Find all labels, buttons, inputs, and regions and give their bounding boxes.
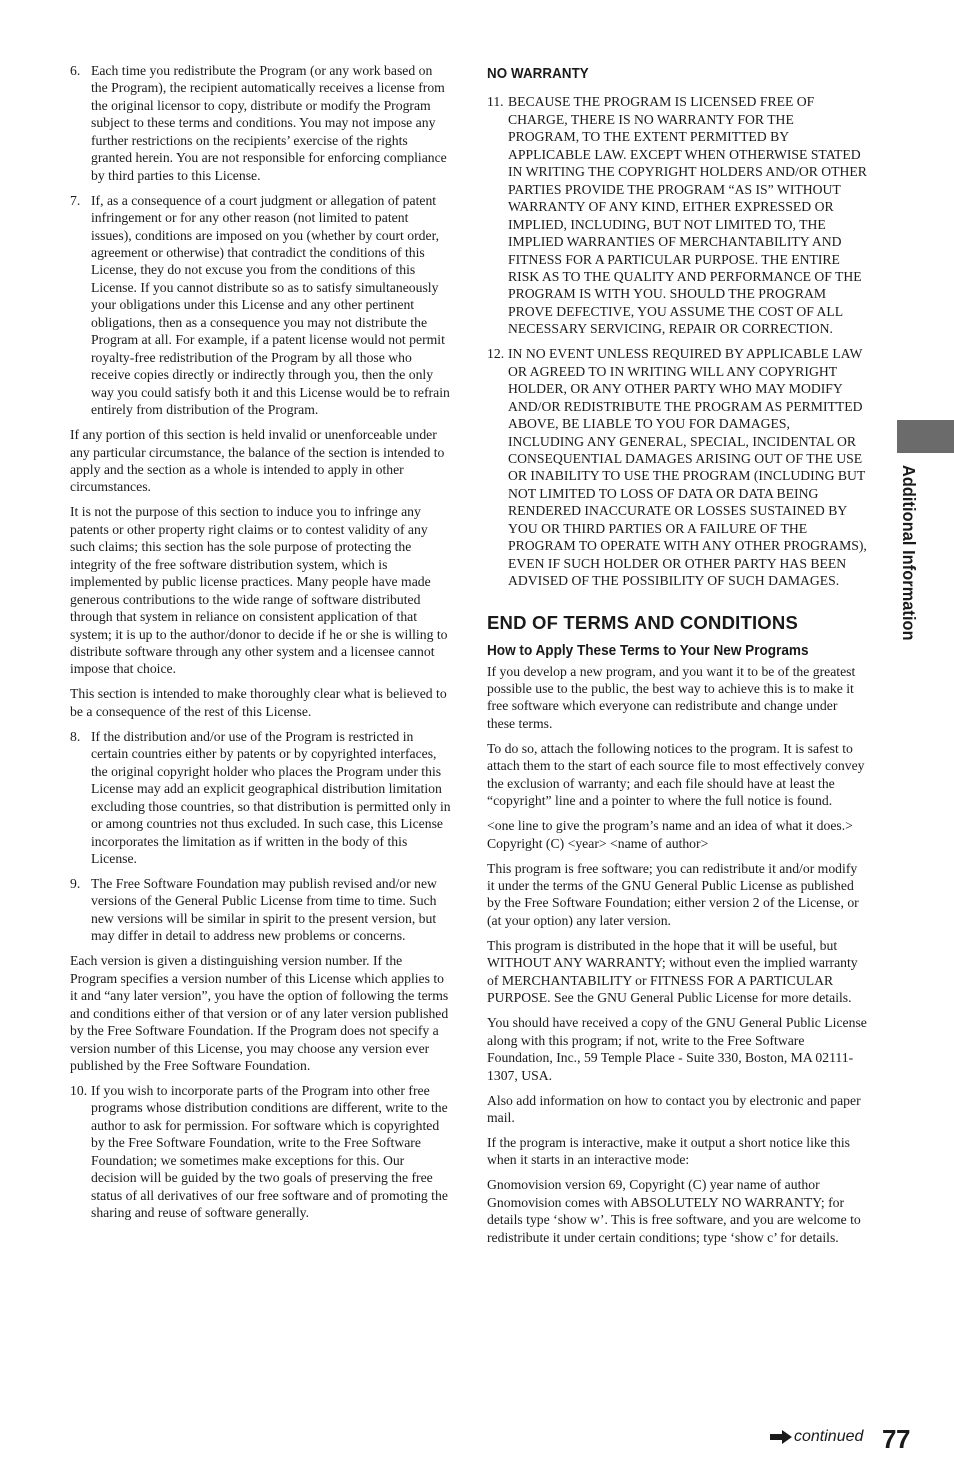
paragraph-oneline: <one line to give the program’s name and an idea of what it does.> bbox=[487, 818, 853, 834]
item-number: 7. bbox=[70, 192, 81, 208]
item-number: 6. bbox=[70, 63, 81, 78]
paragraph-distributed: This program is distributed in the hope that it will be useful, but WITHOUT ANY WARRANTY; without even the implied warranty of MERCHANTABILITY or FITNESS FOR A PARTICULAR PURPOSE. See the GNU General Public License for more details. bbox=[487, 937, 858, 1006]
paragraph-version: Each version is given a distinguishing version number. If the Program specifies a version number of this License which applies to it and “any later version”, you have the option of following the terms and conditions either of that version or of any later version published by the Free Software Foundation. If the Program does not specify a version number of this License, you may choose any version ever published by the Free Software Foundation. bbox=[70, 953, 449, 1073]
item-text: IN NO EVENT UNLESS REQUIRED BY APPLICABLE LAW OR AGREED TO IN WRITING WILL ANY COPYRIGHT HOLDER, OR ANY OTHER PARTY WHO MAY MODIFY AND/OR REDISTRIBUTE THE PROGRAM AS PERMITTED ABOVE, BE LIABLE TO YOU FOR DAMAGES, INCLUDING ANY GENERAL, SPECIAL, INCIDENTAL OR CONSEQUENTIAL DAMAGES ARISING OUT OF THE USE OR INABILITY TO USE THE PROGRAM (INCLUDING BUT NOT LIMITED TO LOSS OF DATA OR DATA BEING RENDERED INACCURATE OR LOSSES SUSTAINED BY YOU OR THIRD PARTIES OR A FAILURE OF THE PROGRAM TO OPERATE WITH ANY OTHER PROGRAMS), EVEN IF SUCH HOLDER OR OTHER PARTY HAS BEEN ADVISED OF THE POSSIBILITY OF SUCH DAMAGES. bbox=[508, 346, 867, 589]
section-tab-marker bbox=[897, 420, 954, 453]
list-item-10 bbox=[70, 1082, 451, 1222]
item-text: The Free Software Foundation may publish revised and/or new versions of the General Public License from time to time. Such new versions will be similar in spirit to the present version, but may differ in detail to address new problems or concerns. bbox=[91, 875, 437, 944]
list-item-9 bbox=[70, 875, 451, 945]
paragraph-interactive: If the program is interactive, make it output a short notice like this when it starts in an interactive mode: bbox=[487, 1134, 850, 1168]
item-number: 9. bbox=[70, 875, 81, 891]
list-item-8 bbox=[70, 728, 451, 868]
paragraph-gnomovision-2: Gnomovision comes with ABSOLUTELY NO WARRANTY; for details type ‘show w’. This is free software, and you are welcome to redistribute it under certain conditions; type ‘show c’ for details. bbox=[487, 1194, 861, 1245]
end-of-terms-heading: END OF TERMS AND CONDITIONS bbox=[487, 611, 798, 633]
page-number: 77 bbox=[882, 1424, 910, 1454]
list-item-7 bbox=[70, 192, 451, 419]
section-side-label-text: Additional Information bbox=[899, 465, 919, 641]
item-number: 10. bbox=[70, 1082, 88, 1098]
paragraph-gnomovision-1: Gnomovision version 69, Copyright (C) year name of author bbox=[487, 1177, 820, 1193]
item-text: Each time you redistribute the Program (or any work based on the Program), the recipient automatically receives a license from the original licensor to copy, distribute or modify the Program subject to these terms and conditions. You may not impose any further restrictions on the recipients’ exercise of the rights granted herein. You are not responsible for enforcing compliance by third parties to this License. bbox=[91, 63, 447, 183]
paragraph-clear: This section is intended to make thoroughly clear what is believed to be a consequence of the rest of this License. bbox=[70, 686, 447, 719]
continued-indicator bbox=[770, 1428, 863, 1446]
apply-terms-subheading: How to Apply These Terms to Your New Programs bbox=[487, 643, 809, 660]
paragraph-contact: Also add information on how to contact you by electronic and paper mail. bbox=[487, 1092, 861, 1125]
continued-label: continued bbox=[794, 1428, 864, 1445]
list-item-11 bbox=[487, 93, 867, 337]
item-number: 12. bbox=[487, 346, 505, 362]
right-column bbox=[487, 62, 867, 1254]
item-text: BECAUSE THE PROGRAM IS LICENSED FREE OF CHARGE, THERE IS NO WARRANTY FOR THE PROGRAM, TO THE EXTENT PERMITTED BY APPLICABLE LAW. EXCEPT WHEN OTHERWISE STATED IN WRITING THE COPYRIGHT HOLDERS AND/OR OTHER PARTIES PROVIDE THE PROGRAM “AS IS” WITHOUT WARRANTY OF ANY KIND, EITHER EXPRESSED OR IMPLIED, INCLUDING, BUT NOT LIMITED TO, THE IMPLIED WARRANTIES OF MERCHANTABILITY AND FITNESS FOR A PARTICULAR PURPOSE. THE ENTIRE RISK AS TO THE QUALITY AND PERFORMANCE OF THE PROGRAM IS WITH YOU. SHOULD THE PROGRAM PROVE DEFECTIVE, YOU ASSUME THE COST OF ALL NECESSARY SERVICING, REPAIR OR CORRECTION. bbox=[508, 94, 867, 337]
paragraph-develop: If you develop a new program, and you want it to be of the greatest possible use to the public, the best way to achieve this is to make it free software which everyone can redistribute and change under these terms. bbox=[487, 663, 856, 731]
paragraph-copyright: Copyright (C) <year> <name of author> bbox=[487, 835, 709, 851]
item-number: 11. bbox=[487, 94, 504, 110]
item-number: 8. bbox=[70, 728, 81, 744]
left-column bbox=[70, 62, 451, 1229]
paragraph-todo: To do so, attach the following notices to the program. It is safest to attach them to the start of each source file to most effectively convey the exclusion of warranty; and each file should have at least the “copyright” line and a pointer to where the full notice is found. bbox=[487, 740, 865, 809]
paragraph-free-software: This program is free software; you can redistribute it and/or modify it under the terms of the GNU General Public License as published by the Free Software Foundation; either version 2 of the License, or (at your option) any later version. bbox=[487, 860, 859, 928]
no-warranty-heading: NO WARRANTY bbox=[487, 66, 589, 82]
item-text: If the distribution and/or use of the Program is restricted in certain countries either by patents or by copyrighted interfaces, the original copyright holder who places the Program under this License may add an explicit geographical distribution limitation excluding those countries, so that distribution is permitted only in or among countries not thus excluded. In such case, this License incorporates the limitation as if written in the body of this License. bbox=[91, 728, 451, 866]
right-arrow-icon bbox=[770, 1430, 792, 1444]
section-side-label bbox=[898, 465, 928, 655]
list-item-12 bbox=[487, 345, 867, 589]
item-text: If, as a consequence of a court judgment or allegation of patent infringement or for any other reason (not limited to patent issues), conditions are imposed on you (whether by court order, agreement or otherwise) that contradict the conditions of this License, they do not excuse you from the conditions of this License. If you cannot distribute so as to satisfy simultaneously your obligations under this License and any other pertinent obligations, then as a consequence you may not distribute the Program at all. For example, if a patent license would not permit royalty-free redistribution of the Program by all those who receive copies directly or indirectly through you, then the only way you could satisfy both it and this License would be to refrain entirely from distribution of the Program. bbox=[91, 192, 450, 418]
paragraph-purpose: It is not the purpose of this section to induce you to infringe any patents or other property right claims or to contest validity of any such claims; this section has the sole purpose of protecting the integrity of the free software distribution system, which is implemented by public license practices. Many people have made generous contributions to the wide range of software distributed through that system in reliance on consistent application of that system; it is up to the author/donor to decide if he or she is willing to distribute software through any other system and a licensee cannot impose that choice. bbox=[70, 504, 448, 677]
item-text: If you wish to incorporate parts of the Program into other free programs whose distribution conditions are different, write to the author to ask for permission. For software which is copyrighted by the Free Software Foundation, write to the Free Software Foundation; we sometimes make exceptions for this. Our decision will be guided by the two goals of preserving the free status of all derivatives of our free software and of promoting the sharing and reuse of software generally. bbox=[91, 1082, 448, 1221]
paragraph-received: You should have received a copy of the GNU General Public License along with this program; if not, write to the Free Software Foundation, Inc., 59 Temple Place - Suite 330, Boston, MA 02111-1307, USA. bbox=[487, 1015, 867, 1083]
list-item-6 bbox=[70, 62, 451, 184]
paragraph-invalid: If any portion of this section is held invalid or unenforceable under any particular circumstance, the balance of the section is intended to apply and the section as a whole is intended to apply in other circumstances. bbox=[70, 427, 445, 495]
